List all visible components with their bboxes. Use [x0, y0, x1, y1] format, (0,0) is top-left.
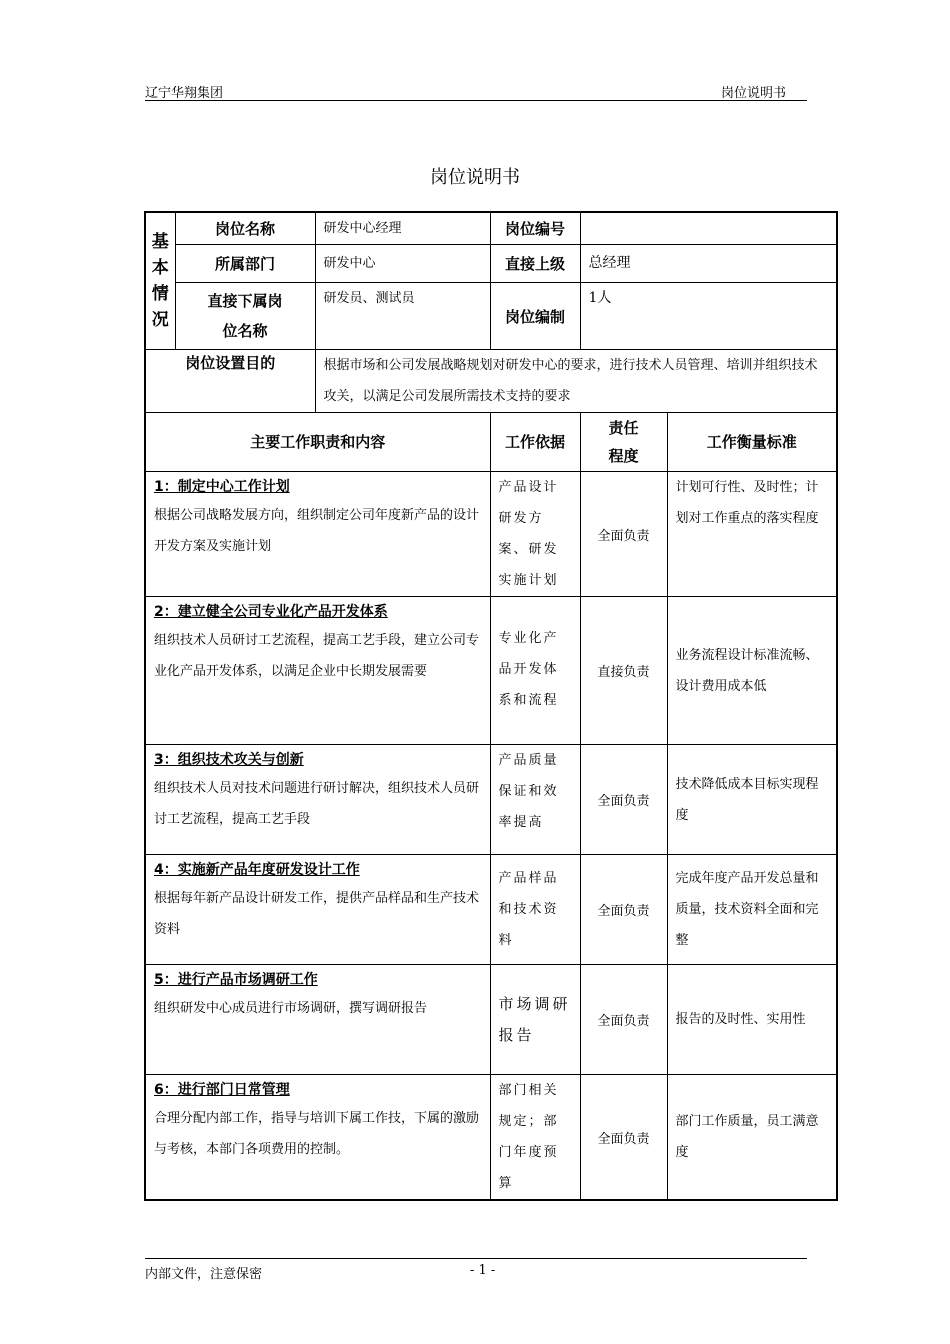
job-description-table [144, 211, 838, 1201]
duty-basis: 产品样品和技术资料 [490, 855, 580, 965]
duty-content [145, 597, 490, 745]
footer-rule [145, 1258, 807, 1259]
header-rule [145, 100, 807, 101]
position-name-label: 岗位名称 [175, 212, 315, 245]
duty-standard: 报告的及时性、实用性 [667, 965, 837, 1075]
duty-row [145, 1075, 837, 1201]
footer-confidential: 内部文件，注意保密 [145, 1267, 263, 1282]
headcount-value: 1人 [580, 283, 837, 350]
duty-responsibility: 全面负责 [580, 472, 667, 597]
department-value: 研发中心 [315, 245, 490, 283]
duty-description: 根据每年新产品设计研发工作，提供产品样品和生产技术资料 [154, 891, 480, 937]
duty-basis: 产品设计研发方案、研发实施计划 [490, 472, 580, 597]
duty-basis: 市场调研报告 [490, 965, 580, 1075]
duty-title: 3：组织技术攻关与创新 [154, 752, 304, 768]
duty-title: 4：实施新产品年度研发设计工作 [154, 862, 360, 878]
duties-header-content: 主要工作职责和内容 [145, 413, 490, 472]
duty-responsibility: 全面负责 [580, 1075, 667, 1201]
position-code-value [580, 212, 837, 245]
row-purpose [145, 350, 837, 413]
position-code-label: 岗位编号 [490, 212, 580, 245]
duty-standard: 业务流程设计标准流畅、设计费用成本低 [667, 597, 837, 745]
subordinate-label: 直接下属岗位名称 [175, 283, 315, 350]
duty-title: 5：进行产品市场调研工作 [154, 972, 318, 988]
duties-header-basis: 工作依据 [490, 413, 580, 472]
purpose-text: 根据市场和公司发展战略规划对研发中心的要求，进行技术人员管理、培训并组织技术攻关，以满足公司发展所需技术支持的要求 [315, 350, 837, 413]
purpose-label: 岗位设置目的 [145, 350, 315, 413]
footer-page-number: - 1 - [470, 1263, 496, 1278]
row-department [145, 245, 837, 283]
duty-standard: 部门工作质量，员工满意度 [667, 1075, 837, 1201]
duty-standard: 计划可行性、及时性；计划对工作重点的落实程度 [667, 472, 837, 597]
headcount-label: 岗位编制 [490, 283, 580, 350]
document-title: 岗位说明书 [430, 167, 520, 188]
duty-row [145, 965, 837, 1075]
duties-header-row [145, 413, 837, 472]
duty-standard: 技术降低成本目标实现程度 [667, 745, 837, 855]
duty-content [145, 855, 490, 965]
duty-responsibility: 直接负责 [580, 597, 667, 745]
row-position-name [145, 212, 837, 245]
duty-description: 组织技术人员对技术问题进行研讨解决，组织技术人员研讨工艺流程，提高工艺手段 [154, 781, 480, 827]
duty-basis: 产品质量保证和效率提高 [490, 745, 580, 855]
department-label: 所属部门 [175, 245, 315, 283]
header-company: 辽宁华翔集团 [145, 86, 224, 101]
duty-responsibility: 全面负责 [580, 965, 667, 1075]
duties-header-responsibility: 责任程度 [580, 413, 667, 472]
duty-content [145, 745, 490, 855]
duty-responsibility: 全面负责 [580, 745, 667, 855]
duty-description: 根据公司战略发展方向，组织制定公司年度新产品的设计开发方案及实施计划 [154, 508, 480, 554]
duty-standard: 完成年度产品开发总量和质量，技术资料全面和完整 [667, 855, 837, 965]
superior-value: 总经理 [580, 245, 837, 283]
duty-title: 1：制定中心工作计划 [154, 479, 290, 495]
duty-basis: 部门相关规定；部门年度预算 [490, 1075, 580, 1201]
subordinate-value: 研发员、测试员 [315, 283, 490, 350]
duty-title: 6：进行部门日常管理 [154, 1082, 290, 1098]
duty-description: 组织研发中心成员进行市场调研，撰写调研报告 [154, 1001, 428, 1016]
basic-info-label: 基本情况 [145, 212, 175, 350]
duty-row [145, 597, 837, 745]
position-name-value: 研发中心经理 [315, 212, 490, 245]
duty-content [145, 472, 490, 597]
duty-title: 2：建立健全公司专业化产品开发体系 [154, 604, 388, 620]
duty-description: 合理分配内部工作，指导与培训下属工作技，下属的激励与考核，本部门各项费用的控制。 [154, 1111, 480, 1157]
row-subordinate [145, 283, 837, 350]
duties-header-standard: 工作衡量标准 [667, 413, 837, 472]
duty-row [145, 472, 837, 597]
superior-label: 直接上级 [490, 245, 580, 283]
duty-responsibility: 全面负责 [580, 855, 667, 965]
duty-row [145, 855, 837, 965]
duty-basis: 专业化产品开发体系和流程 [490, 597, 580, 745]
duty-content [145, 1075, 490, 1201]
duty-content [145, 965, 490, 1075]
duty-description: 组织技术人员研讨工艺流程，提高工艺手段，建立公司专业化产品开发体系，以满足企业中长期发展需要 [154, 633, 480, 679]
duty-row [145, 745, 837, 855]
header-doc-type: 岗位说明书 [721, 86, 787, 101]
